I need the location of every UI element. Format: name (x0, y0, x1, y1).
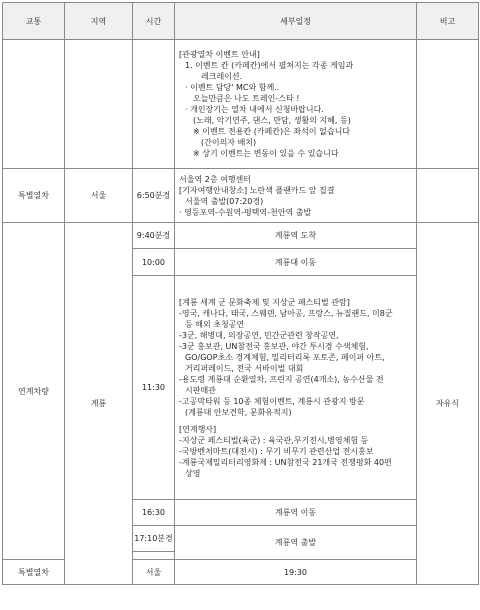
seoul-note-cell (417, 169, 479, 223)
time-cell: 10:00 (133, 249, 175, 276)
header-schedule: 세부일정 (175, 3, 417, 40)
festival-line: [연계행사] (179, 424, 217, 434)
region-gyeryong: 계룡 (65, 223, 133, 585)
festival-line: 상영 (185, 468, 201, 478)
time-cell: 17:10분경 (133, 526, 175, 552)
header-transport: 교통 (3, 3, 65, 40)
festival-line: (계룡대 안보견학, 문화유적지) (185, 407, 292, 417)
schedule-cell: 계룡역 이동 (175, 500, 417, 526)
event-region-cell (65, 40, 133, 169)
festival-line: GO/GOP초소 경계체험, 밀리터리룩 포토존, 페이퍼 아트, (185, 352, 385, 362)
event-line: (간이의자 배치) (201, 138, 257, 147)
region-seoul: 서울 (65, 169, 133, 223)
time-cell: 16:30 (133, 500, 175, 526)
transport-special-train: 특별열차 (3, 169, 65, 223)
event-line: 1. 이벤트 칸 (카페칸)에서 펼쳐지는 각종 게임과 (185, 61, 354, 70)
header-note: 비고 (417, 3, 479, 40)
header-region: 지역 (65, 3, 133, 40)
transport-special-train-return: 특별열차 (3, 560, 65, 585)
event-line: ※ 상기 이벤트는 변동이 있을 수 있습니다 (193, 149, 339, 158)
event-note-cell (417, 40, 479, 169)
header-row (3, 3, 479, 40)
festival-line: -고공막타워 등 10종 체험이벤트, 계룡시 관광지 방문 (179, 396, 365, 406)
festival-detail-cell (175, 276, 417, 500)
festival-line: -지상군 페스티벌(육군) : 육국관,무기전시,병영체험 등 (179, 435, 369, 445)
event-line: · 개인장기는 열차 내에서 신청바랍니다. (185, 105, 324, 114)
time-cell: 6:50분경 (133, 169, 175, 223)
festival-line: 거리퍼레이드, 전국 서바이벌 대회 (185, 363, 304, 373)
festival-line: 시판매관 (185, 385, 216, 395)
festival-line: -3군 홍보관, UN참전국 홍보관, 야간 투시경 수색체험, (179, 341, 369, 351)
seoul-line: · 영등포역-수원역-평택역-천안역 출발 (179, 207, 312, 217)
seoul-line: 서울역 2층 여행센터 (179, 174, 251, 184)
event-line: 오늘만큼은 나도 트레인-스타 ! (193, 94, 300, 103)
region-seoul-return: 서울 (133, 560, 175, 585)
schedule-table (2, 2, 479, 585)
event-row (3, 40, 479, 169)
event-line: 레크레이션. (201, 72, 243, 81)
event-line: (노래, 악기연주, 댄스, 만담, 생활의 지혜, 등) (193, 116, 351, 125)
schedule-cell: 계룡역 출발 (175, 526, 417, 560)
event-line: ※ 이벤트 전용칸 (카페칸)은 좌석이 없습니다 (193, 127, 351, 136)
seoul-detail-cell (175, 169, 417, 223)
note-free-meal: 자유식 (417, 223, 479, 585)
festival-line: -3군, 해병대, 의장공연, 민간군관련 창작공연, (179, 330, 339, 340)
time-cell: 11:30 (133, 276, 175, 500)
festival-line: 등 해외 초청공연 (185, 319, 245, 329)
festival-line: -용도령 계룡대 순환열차, 프린지 공연(4개소), 농수산물 전 (179, 374, 384, 384)
schedule-cell: 계룡역 도착 (175, 223, 417, 249)
event-line: · 이벤트 담당' MC와 함께.. (185, 83, 280, 92)
festival-line: -국방벤처마트(대전시) : 무기 비무기 관련산업 전시홍보 (179, 446, 374, 456)
transport-linked-vehicle: 연계차량 (3, 223, 65, 560)
event-detail-cell (175, 40, 417, 169)
seoul-line: [기자여행안내창소] 노란색 플랜카드 앞 집결 (179, 185, 335, 195)
seoul-line: 서울역 출발(07:20경) (185, 196, 264, 206)
festival-line: -영국, 캐나다, 태국, 스웨덴, 남아공, 프랑스, 뉴질랜드, 미8군 (179, 308, 393, 318)
seoul-departure-row (3, 169, 479, 223)
festival-line: -계룡국제밀리터리영화제 : UN참전국 21개국 전쟁평화 40편 (179, 457, 392, 467)
event-time-cell (133, 40, 175, 169)
time-cell: 9:40분경 (133, 223, 175, 249)
event-transport-cell (3, 40, 65, 169)
row-0940 (3, 223, 479, 249)
time-cell: 19:30 (175, 560, 417, 585)
header-time: 시간 (133, 3, 175, 40)
schedule-cell: 계룡대 이동 (175, 249, 417, 276)
time-cell-empty (133, 552, 175, 560)
event-line: [관광열차 이벤트 안내] (179, 50, 260, 59)
festival-line: [계룡 세계 군 문화축제 및 지상군 페스티벌 관람] (179, 297, 350, 307)
